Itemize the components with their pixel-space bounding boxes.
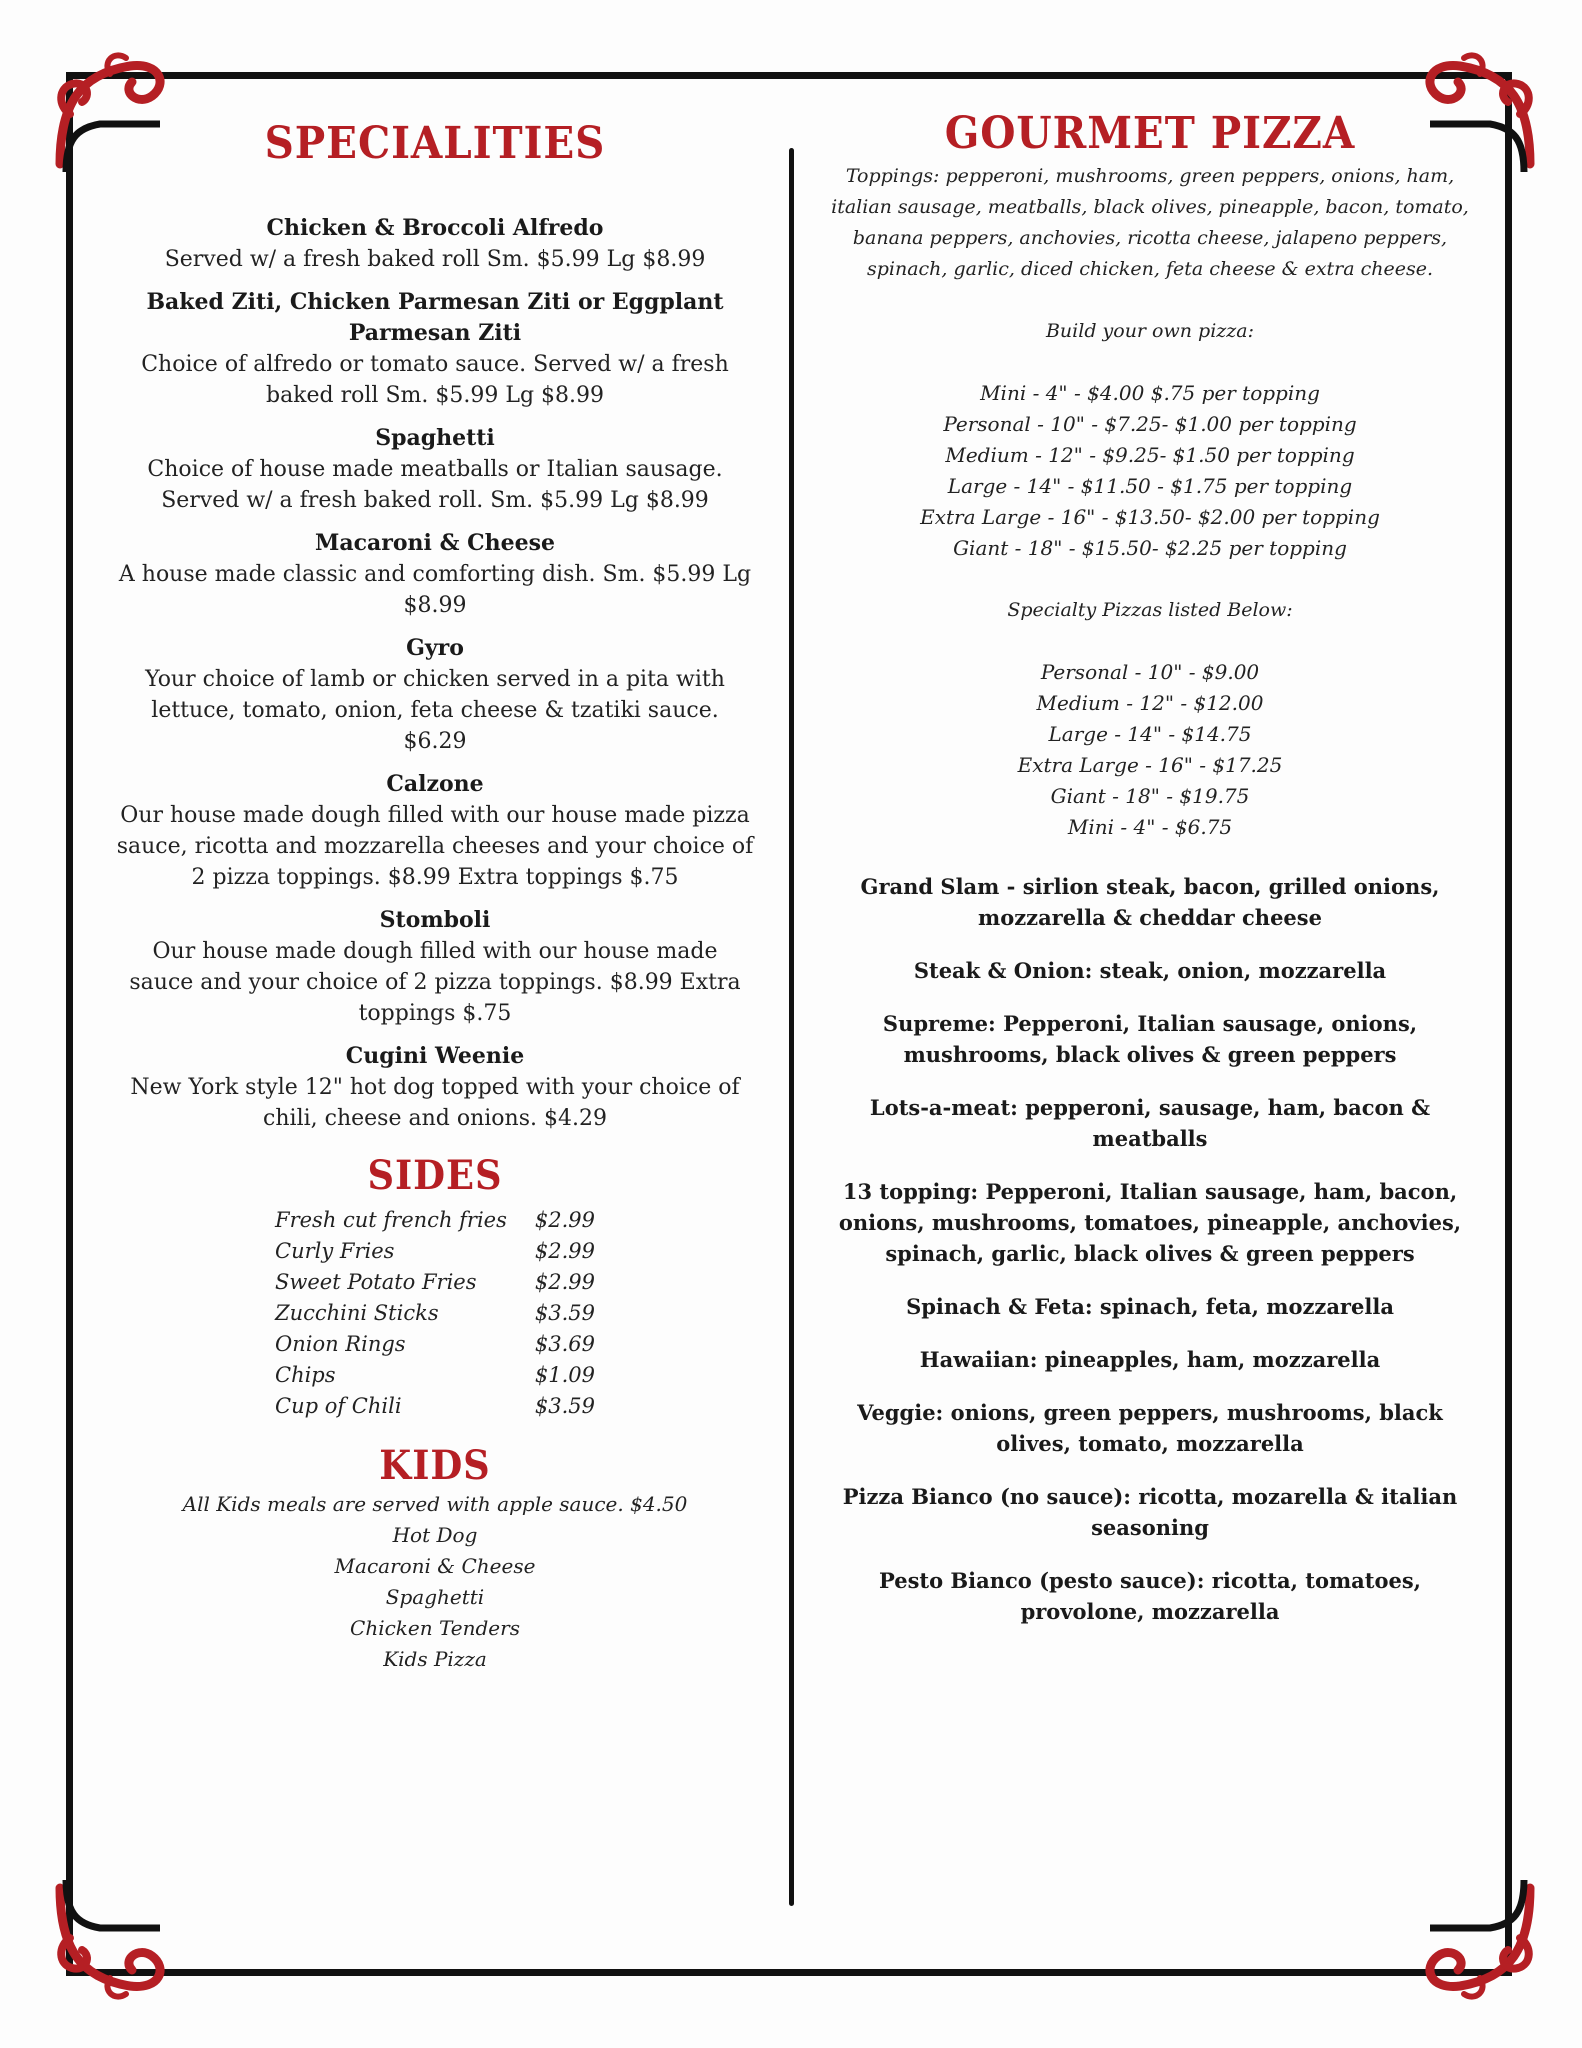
list-item: Supreme: Pepperoni, Italian sausage, onions, mushrooms, black olives & green peppers [882,1011,1418,1067]
list-item: Personal - 10" - $9.00 [1040,660,1260,684]
list-item: Extra Large - 16" - $17.25 [1017,753,1283,777]
list-item [275,1205,595,1236]
right-column [820,108,1480,1649]
build-sizes-list [820,378,1480,564]
side-price: $2.99 [534,1208,595,1232]
specialty-pizzas-label: Specialty Pizzas listed Below: [1007,599,1293,621]
item-name: Spaghetti [375,425,495,451]
item-name: Stomboli [379,907,491,933]
item-name: Cugini Weenie [345,1043,525,1069]
specialty-pizzas-list [820,871,1480,1627]
corner-flourish-icon [1410,1868,1550,2008]
specialities-list [100,213,770,1134]
list-item [275,1236,595,1267]
menu-item [100,423,770,516]
menu-item [100,213,770,275]
kids-list [100,1489,770,1675]
side-name: Chips [275,1363,336,1387]
item-description: Our house made dough filled with our house made sauce and your choice of 2 pizza toppings. $8.99 Extra toppings $.75 [129,939,741,1026]
list-item: Grand Slam - sirlion steak, bacon, grilled onions, mozzarella & cheddar cheese [860,874,1440,930]
item-description: New York style 12" hot dog topped with your choice of chili, cheese and onions. $4.29 [130,1075,740,1131]
kids-heading: KIDS [379,1442,491,1489]
item-name: Macaroni & Cheese [315,530,555,556]
list-item [275,1360,595,1391]
side-name: Cup of Chili [275,1394,402,1418]
side-price: $3.59 [534,1394,595,1418]
item-description: Choice of alfredo or tomato sauce. Served w/ a fresh baked roll Sm. $5.99 Lg $8.99 [141,352,729,408]
side-name: Zucchini Sticks [275,1301,439,1325]
list-item: Giant - 18" - $15.50- $2.25 per topping [953,536,1347,560]
side-name: Sweet Potato Fries [275,1270,477,1294]
item-name: Calzone [386,771,484,797]
list-item: Mini - 4" - $6.75 [1067,815,1233,839]
gourmet-pizza-heading: GOURMET PIZZA [944,108,1356,159]
column-divider [789,148,794,1906]
list-item: Pizza Bianco (no sauce): ricotta, mozarella & italian seasoning [842,1484,1458,1540]
side-price: $2.99 [534,1239,595,1263]
menu-item [100,769,770,893]
list-item: Spinach & Feta: spinach, feta, mozzarella [906,1294,1394,1319]
list-item [275,1298,595,1329]
list-item: Mini - 4" - $4.00 $.75 per topping [980,381,1320,405]
item-name: Gyro [406,635,464,661]
list-item: Extra Large - 16" - $13.50- $2.00 per topping [920,505,1380,529]
item-description: Choice of house made meatballs or Italian sausage. Served w/ a fresh baked roll. Sm. $5.99 Lg $8.99 [147,457,723,513]
menu-item [100,633,770,757]
item-name: Chicken & Broccoli Alfredo [266,215,604,241]
side-name: Onion Rings [275,1332,406,1356]
menu-item [100,287,770,411]
side-name: Curly Fries [275,1239,395,1263]
side-price: $2.99 [534,1270,595,1294]
list-item: Medium - 12" - $12.00 [1036,691,1264,715]
list-item: Large - 14" - $11.50 - $1.75 per topping [947,474,1353,498]
sides-list [275,1205,595,1422]
list-item: Medium - 12" - $9.25- $1.50 per topping [945,443,1355,467]
menu-item [100,528,770,621]
specialty-sizes-list [820,657,1480,843]
side-price: $1.09 [534,1363,595,1387]
item-description: Your choice of lamb or chicken served in a pita with lettuce, tomato, onion, feta cheese & tzatiki sauce. $6.29 [145,667,725,754]
menu-item [100,905,770,1029]
specialities-heading: SPECIALITIES [264,118,606,169]
list-item: Veggie: onions, green peppers, mushrooms, black olives, tomato, mozzarella [857,1400,1443,1456]
list-item: Kids Pizza [383,1647,487,1671]
item-name: Baked Ziti, Chicken Parmesan Ziti or Eggplant Parmesan Ziti [146,289,724,346]
list-item: Spaghetti [385,1585,485,1609]
list-item: Pesto Bianco (pesto sauce): ricotta, tomatoes, provolone, mozzarella [878,1568,1421,1624]
list-item: Hot Dog [392,1523,478,1547]
side-price: $3.69 [534,1332,595,1356]
list-item: Macaroni & Cheese [334,1554,536,1578]
kids-note: All Kids meals are served with apple sauce. $4.50 [182,1492,688,1516]
side-price: $3.59 [534,1301,595,1325]
list-item [275,1391,595,1422]
list-item: Lots-a-meat: pepperoni, sausage, ham, bacon & meatballs [869,1095,1431,1151]
item-description: Served w/ a fresh baked roll Sm. $5.99 Lg $8.99 [164,247,706,272]
menu-item [100,1041,770,1134]
list-item: Hawaiian: pineapples, ham, mozzarella [919,1347,1381,1372]
list-item: 13 topping: Pepperoni, Italian sausage, ham, bacon, onions, mushrooms, tomatoes, pineapple, anchovies, spinach, garlic, black olives & green peppers [838,1179,1462,1266]
item-description: Our house made dough filled with our house made pizza sauce, ricotta and mozzarella cheeses and your choice of 2 pizza toppings. $8.99 Extra toppings $.75 [116,803,754,890]
list-item: Giant - 18" - $19.75 [1050,784,1250,808]
list-item: Personal - 10" - $7.25- $1.00 per topping [943,412,1357,436]
list-item: Chicken Tenders [350,1616,520,1640]
list-item: Steak & Onion: steak, onion, mozzarella [913,958,1387,983]
toppings-list: Toppings: pepperoni, mushrooms, green peppers, onions, ham, italian sausage, meatballs, black olives, pineapple, bacon, tomato, banana peppers, anchovies, ricotta cheese, jalapeno peppers, spinach, garlic, diced chicken, feta cheese & extra cheese. [831,165,1469,280]
list-item: Large - 14" - $14.75 [1048,722,1252,746]
item-description: A house made classic and comforting dish. Sm. $5.99 Lg $8.99 [118,562,752,618]
list-item [275,1267,595,1298]
left-column [100,118,770,1675]
side-name: Fresh cut french fries [275,1208,507,1232]
corner-flourish-icon [40,1868,180,2008]
list-item [275,1329,595,1360]
build-your-own-label: Build your own pizza: [1045,320,1255,342]
sides-heading: SIDES [367,1152,503,1199]
